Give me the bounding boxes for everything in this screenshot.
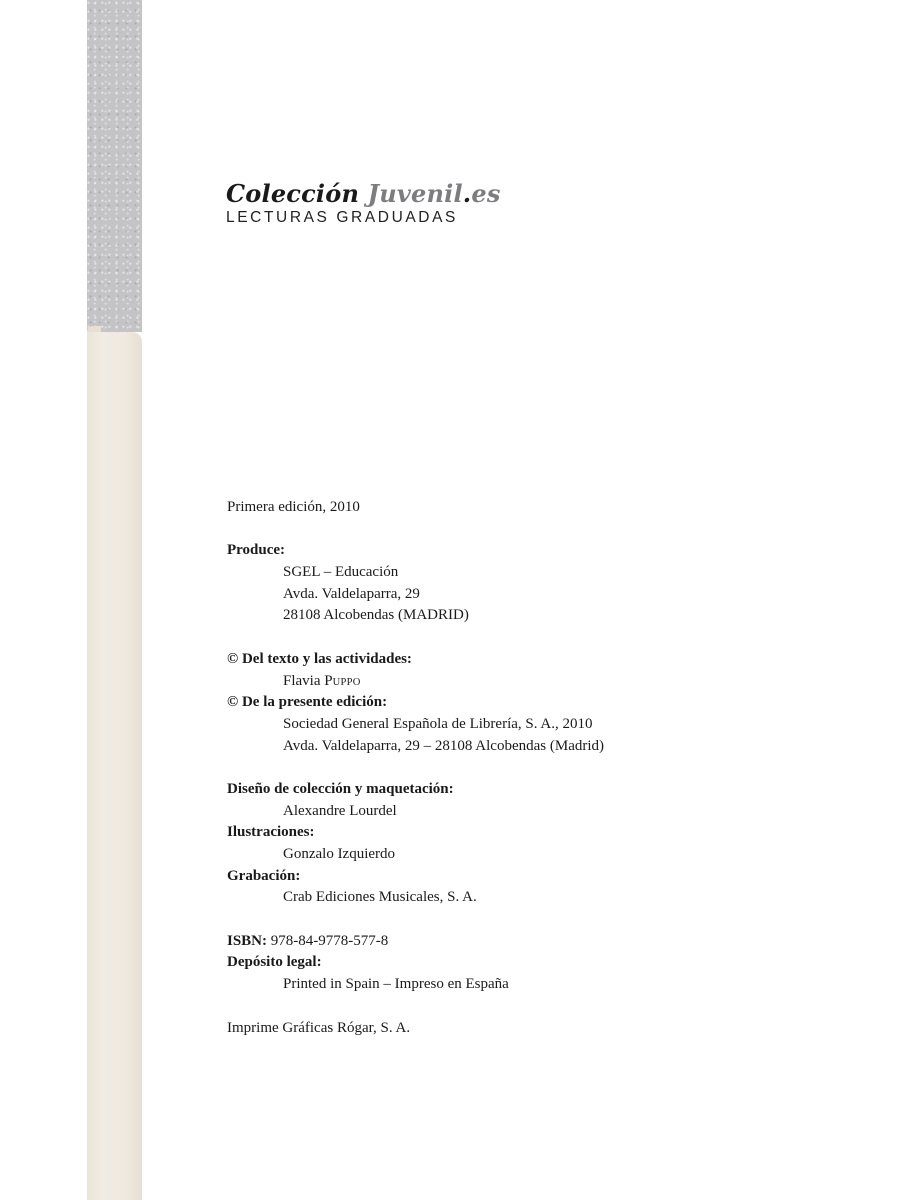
- copyright-edition-line-2: Avda. Valdelaparra, 29 – 28108 Alcobendas (Madrid): [283, 737, 605, 754]
- edition-line: Primera edición, 2010: [227, 499, 360, 515]
- logo-wordmark: [226, 180, 626, 208]
- spine-textured-band: [87, 0, 142, 332]
- produce-line-1: SGEL – Educación: [283, 564, 399, 581]
- copyright-text-label: © Del texto y las actividades:: [227, 650, 412, 667]
- illustrations-label: Ilustraciones:: [227, 824, 315, 841]
- produce-line-3: 28108 Alcobendas (MADRID): [283, 607, 469, 624]
- logo-subtitle: LECTURAS GRADUADAS: [226, 209, 458, 226]
- design-value: Alexandre Lourdel: [283, 802, 397, 819]
- recording-label: Grabación:: [227, 867, 301, 884]
- legal-deposit-label: Depósito legal:: [227, 954, 322, 971]
- copyright-edition-line-1: Sociedad General Española de Librería, S. A., 2010: [283, 715, 593, 732]
- spine-cream-band: [87, 332, 142, 1200]
- author-first-name: Flavia: [283, 672, 321, 689]
- logo-dot: .: [462, 179, 472, 208]
- logo-word-coleccion: Colección: [226, 179, 360, 208]
- legal-deposit-value: Printed in Spain – Impreso en España: [283, 976, 509, 993]
- recording-value: Crab Ediciones Musicales, S. A.: [283, 889, 477, 906]
- isbn-value: 978-84-9778-577-8: [267, 932, 389, 949]
- colophon: [227, 497, 787, 1039]
- logo-word-juvenil: Juvenil: [367, 179, 463, 208]
- decorative-spine: [87, 0, 142, 1200]
- logo-word-es: es: [471, 179, 501, 208]
- produce-label: Produce:: [227, 542, 286, 559]
- author-name: [227, 671, 787, 693]
- printer-line: Imprime Gráficas Rógar, S. A.: [227, 1019, 411, 1036]
- author-surname-initial: P: [324, 672, 333, 689]
- illustrations-value: Gonzalo Izquierdo: [283, 846, 396, 862]
- isbn-line: [227, 931, 787, 953]
- design-label: Diseño de colección y maquetación:: [227, 780, 454, 797]
- isbn-label: ISBN:: [227, 932, 268, 949]
- collection-logo: [226, 180, 626, 227]
- author-surname-smallcaps: UPPO: [332, 676, 361, 688]
- produce-line-2: Avda. Valdelaparra, 29: [283, 585, 420, 602]
- copyright-edition-label: © De la presente edición:: [227, 694, 388, 711]
